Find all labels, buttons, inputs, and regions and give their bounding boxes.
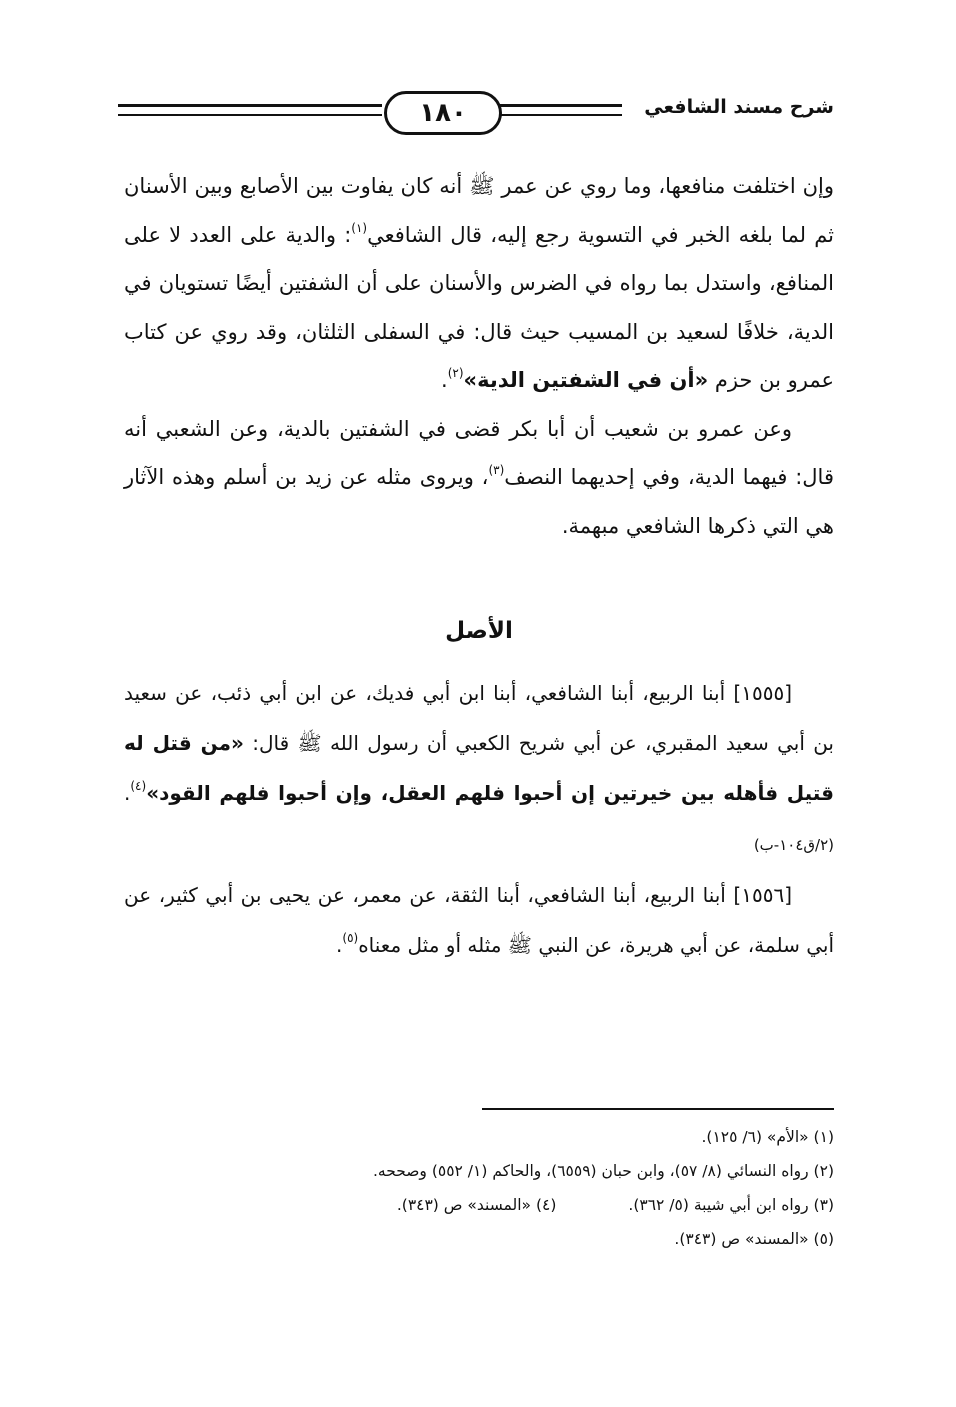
- footnote-ref-2: (٢): [447, 366, 464, 380]
- running-title: شرح مسند الشافعي: [644, 96, 834, 118]
- footnote-ref-1: (١): [351, 220, 368, 235]
- hadith-1555-end: .: [124, 781, 131, 805]
- footnote-1: (١) «الأم» (٦/ ١٢٥).: [701, 1128, 834, 1146]
- hadith-1556-text: [١٥٥٦] أبنا الربيع، أبنا الشافعي، أبنا الثقة، عن معمر، عن يحيى بن أبي كثير، عن أبي سلمة، عن أبي هريرة، عن النبي ﷺ مثله أو مثل معناه: [124, 883, 834, 957]
- manuscript-ref: (٢/ق١٠٤-ب): [753, 836, 834, 854]
- footnote-2: (٢) رواه النسائي (٨/ ٥٧)، وابن حبان (٦٥٥٩)، والحاكم (١/ ٥٥٢) وصححه.: [373, 1162, 834, 1180]
- paragraph-1-end: .: [441, 368, 448, 392]
- hadith-1555-isnad: [١٥٥٥] أبنا الربيع، أبنا الشافعي، أبنا ابن أبي فديك، عن ابن أبي ذئب، عن سعيد بن أبي سعيد المقبري، عن أبي شريح الكعبي أن رسول الله ﷺ قال:: [124, 681, 834, 755]
- hadith-1556-end: .: [336, 933, 343, 957]
- hadith-1555: [124, 668, 834, 870]
- paragraph-2-text-a: وعن عمرو بن شعيب أن أبا بكر قضى في الشفتين بالدية، وعن الشعبي أنه قال: فيهما الدية، وفي إحديهما النصف: [124, 416, 834, 489]
- footnote-4: (٤) «المسند» ص (٣٤٣).: [396, 1196, 557, 1214]
- footnote-ref-4: (٤): [130, 779, 147, 793]
- header-rule-right: [498, 104, 622, 116]
- footnote-ref-5: (٥): [342, 931, 359, 945]
- footnote-3-4-row: [124, 1188, 834, 1222]
- asl-text: [124, 668, 834, 970]
- quoted-hadith-1: «أن في الشفتين الدية»: [463, 368, 709, 392]
- footnote-ref-3: (٣): [488, 463, 505, 477]
- paragraph-1-text-a: وإن اختلفت منافعها، وما روي عن عمر ﷺ أنه كان يفاوت بين الأصابع وبين الأسنان ثم لما بلغه الخبر في التسوية رجع إليه، قال الشافعي: [124, 174, 835, 247]
- footnote-3: (٣) رواه ابن أبي شيبة (٥/ ٣٦٢).: [628, 1196, 834, 1214]
- section-heading: الأصل: [445, 618, 513, 644]
- commentary-text: [124, 162, 834, 550]
- page-header: [118, 86, 834, 146]
- paragraph-2: [124, 405, 834, 551]
- footnote-divider: [482, 1108, 834, 1110]
- paragraph-1-text-b: : والدية على العدد لا على المنافع، واستدل بما رواه في الضرس والأسنان على أن الشفتين أيضًا تستويان في الدية، خلافًا لسعيد بن المسيب حيث قال: في السفلى الثلثان، وقد روي عن كتاب عمرو بن حزم: [124, 222, 834, 392]
- footnotes: [124, 1120, 834, 1256]
- page-number-badge: [384, 91, 502, 135]
- hadith-1555-matn: «من قتل له قتيل فأهله بين خيرتين إن أحبوا فلهم العقل، وإن أحبوا فلهم القود»: [124, 731, 834, 805]
- footnote-5: (٥) «المسند» ص (٣٤٣).: [674, 1230, 834, 1248]
- page-number: ١٨٠: [419, 98, 467, 128]
- header-rule-left: [118, 104, 382, 116]
- paragraph-2-text-b: ، ويروى مثله عن زيد بن أسلم وهذه الآثار هي التي ذكرها الشافعي مبهمة.: [124, 465, 834, 538]
- hadith-1556: [124, 870, 834, 970]
- paragraph-1: [124, 162, 834, 405]
